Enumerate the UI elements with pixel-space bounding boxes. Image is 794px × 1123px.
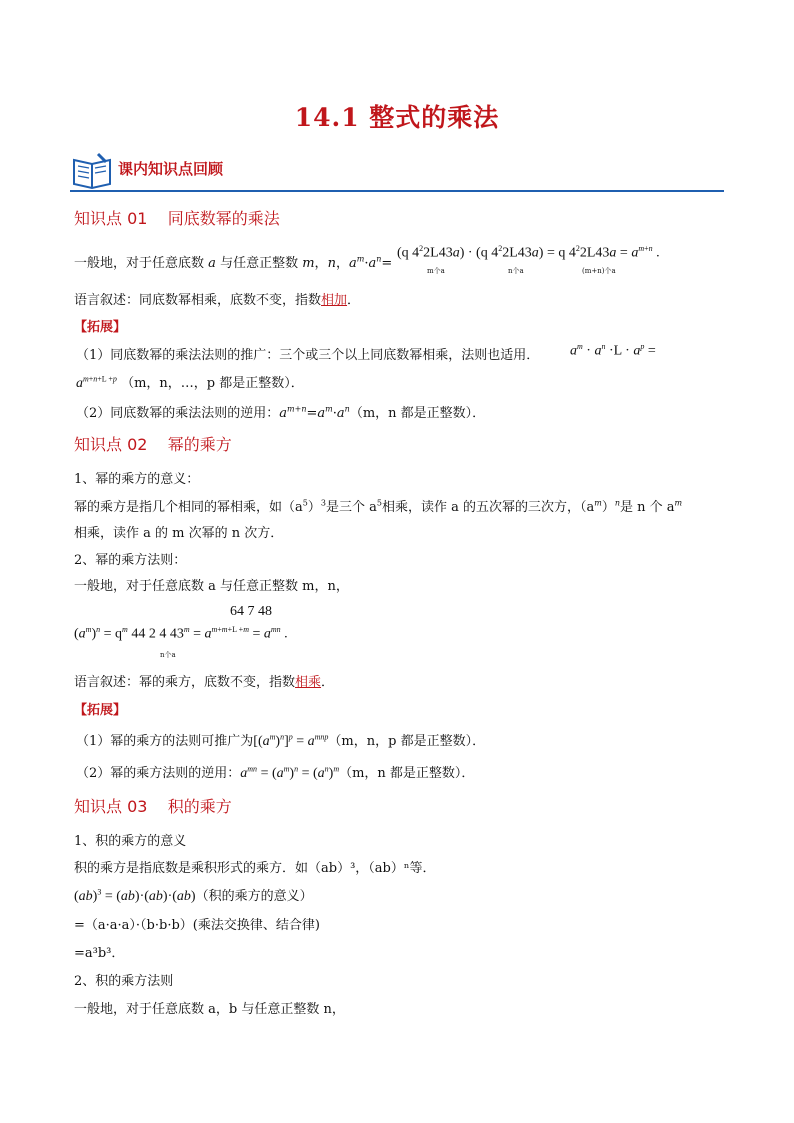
kp1-heading: 知识点 01 同底数幂的乘法 (74, 209, 280, 228)
kp2-s1: 1、幂的乘方的意义： (74, 472, 200, 487)
kp2-formula: $(a^m)^n = q^m$ 44 2 4 $43^m = a^{m+m+L +m} = a^{mn}$ . (74, 625, 288, 642)
kp3-eq3: =a³b³． (74, 946, 125, 961)
kp2-desc: 语言叙述：幂的乘方，底数不变，指数相乘． (74, 675, 335, 690)
kp1-line1: 一般地，对于任意底数 a 与任意正整数 m，n，$a^m\cdot a^n=$ (74, 254, 393, 271)
kp1-expand: 【拓展】 (74, 320, 127, 335)
kp3-p1: 积的乘方是指底数是乘积形式的乘方．如（ab）³，（ab）ⁿ等． (74, 861, 436, 876)
page-title: 14.1 整式的乘法 (294, 103, 500, 132)
kp3-heading: 知识点 03 积的乘方 (74, 797, 232, 816)
banner-divider (70, 190, 724, 192)
kp2-p1: 幂的乘方是指几个相同的幂相乘，如$(a^5)^3$是三个 $a^5$相乘，读作 a 的五次幂的三次方，$(a^m)^n$是 n 个 $a^m$ (74, 498, 683, 515)
kp2-ext1: （1）幂的乘方的法则可推广为$[(a^m)^n]^p = a^{mnp}(m$，n，p 都是正整数）． (76, 732, 486, 749)
kp1-ext2: （2）同底数幂的乘法法则的逆用：$a^{m+n}=a^m\cdot a^n(m$，n 都是正整数）． (76, 404, 486, 421)
kp1-formula: (q $4^22L43a) \cdot (q$ $4^22L43a) = q$ $4^22L43a = a^{m+n}$ . (397, 244, 660, 261)
kp1-under3: (m+n)个a (582, 267, 616, 275)
kp2-ext2: （2）幂的乘方法则的逆用：$a^{mn} = (a^m)^n = (a^n)^m(m$，n 都是正整数）． (76, 764, 475, 781)
kp1-ext1-line2: $a^{m+n+L +p}$ （m，n，…，p 都是正整数）． (76, 374, 304, 391)
kp2-formula-top: 64 7 48 (230, 604, 272, 619)
kp3-s1: 1、积的乘方的意义 (74, 834, 187, 849)
kp2-heading: 知识点 02 幂的乘方 (74, 435, 232, 454)
kp2-expand: 【拓展】 (74, 703, 127, 718)
kp2-under: n个a (160, 651, 176, 659)
kp1-ext1-formula: $a^m \cdot a^n \cdot L \cdot a^p$ = (570, 342, 656, 359)
kp1-desc: 语言叙述：同底数幂相乘，底数不变，指数相加． (74, 293, 361, 308)
section-banner: 课内知识点回顾 (118, 160, 224, 178)
kp1-ext1: （1）同底数幂的乘法法则的推广：三个或三个以上同底数幂相乘，法则也适用． (76, 348, 540, 363)
kp3-eq2: =（a·a·a）·（b·b·b）(乘法交换律、结合律) (74, 918, 320, 933)
kp1-under1: m个a (427, 267, 445, 275)
kp2-s2: 2、幂的乘方法则： (74, 553, 187, 568)
kp3-eq1: (ab)$^3$ = (ab)·(ab)·(ab)（积的乘方的意义） (74, 887, 313, 904)
kp3-s2: 2、积的乘方法则 (74, 974, 174, 989)
book-icon (70, 150, 114, 190)
kp2-p3: 一般地，对于任意底数 a 与任意正整数 m，n， (74, 579, 349, 594)
kp3-p2: 一般地，对于任意底数 a，b 与任意正整数 n， (74, 1002, 345, 1017)
kp1-under2: n个a (508, 267, 524, 275)
kp2-p2: 相乘，读作 a 的 m 次幂的 n 次方． (74, 526, 284, 541)
